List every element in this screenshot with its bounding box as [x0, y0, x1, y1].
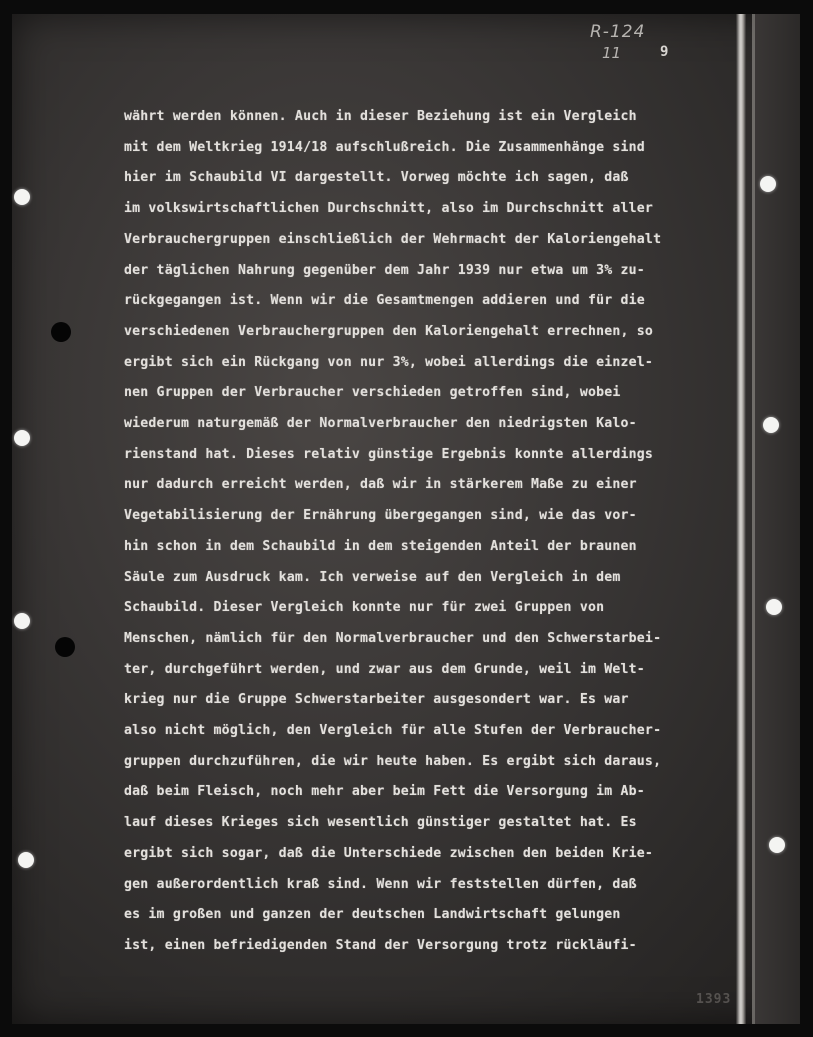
text-line: Vegetabilisierung der Ernährung übergegangen sind, wie das vor-	[124, 508, 637, 524]
text-line: hin schon in dem Schaubild in dem steigenden Anteil der braunen	[124, 538, 637, 554]
text-line: verschiedenen Verbrauchergruppen den Kaloriengehalt errechnen, so	[124, 323, 654, 339]
punch-hole-right-3	[766, 599, 782, 615]
text-line: gruppen durchzuführen, die wir heute haben. Es ergibt sich daraus,	[124, 753, 662, 769]
page-margin-band	[755, 14, 800, 1024]
text-line: daß beim Fleisch, noch mehr aber beim Fett die Versorgung im Ab-	[124, 784, 645, 800]
text-line: ter, durchgeführt werden, und zwar aus dem Grunde, weil im Welt-	[124, 661, 645, 677]
text-line: rückgegangen ist. Wenn wir die Gesamtmengen addieren und für die	[124, 293, 645, 309]
text-line: nur dadurch erreicht werden, daß wir in stärkerem Maße zu einer	[124, 477, 637, 493]
text-line: Säule zum Ausdruck kam. Ich verweise auf den Vergleich in dem	[124, 569, 621, 585]
text-line: rienstand hat. Dieses relativ günstige Ergebnis konnte allerdings	[124, 446, 654, 462]
punch-hole-right-1	[760, 176, 776, 192]
text-line: im volkswirtschaftlichen Durchschnitt, also im Durchschnitt aller	[124, 201, 654, 217]
punch-hole-left-3	[14, 613, 30, 629]
typewritten-body	[124, 102, 734, 962]
punch-hole-black-1	[51, 322, 71, 342]
text-line: krieg nur die Gruppe Schwerstarbeiter ausgesondert war. Es war	[124, 692, 629, 708]
text-line: lauf dieses Krieges sich wesentlich günstiger gestaltet hat. Es	[124, 815, 637, 831]
text-line: ergibt sich ein Rückgang von nur 3%, wobei allerdings die einzel-	[124, 354, 654, 370]
punch-hole-right-4	[769, 837, 785, 853]
page-edge-strip	[736, 14, 746, 1024]
page-edge-line	[752, 14, 755, 1024]
text-line: also nicht möglich, den Vergleich für alle Stufen der Verbraucher-	[124, 723, 662, 739]
text-line: hier im Schaubild VI dargestellt. Vorweg möchte ich sagen, daß	[124, 170, 629, 186]
text-line: Verbrauchergruppen einschließlich der Wehrmacht der Kaloriengehalt	[124, 231, 662, 247]
text-line: der täglichen Nahrung gegenüber dem Jahr 1939 nur etwa um 3% zu-	[124, 262, 645, 278]
handwritten-reference: R-124	[590, 22, 646, 42]
text-line: es im großen und ganzen der deutschen Landwirtschaft gelungen	[124, 907, 621, 923]
handwritten-sub-mark: 11	[602, 44, 622, 62]
punch-hole-black-2	[55, 637, 75, 657]
text-line: gen außerordentlich kraß sind. Wenn wir feststellen dürfen, daß	[124, 876, 637, 892]
text-line: Menschen, nämlich für den Normalverbraucher und den Schwerstarbei-	[124, 630, 662, 646]
page-number: 9	[660, 44, 669, 60]
archive-stamp-number: 1393	[696, 992, 732, 1007]
punch-hole-left-1	[14, 189, 30, 205]
text-line: nen Gruppen der Verbraucher verschieden getroffen sind, wobei	[124, 385, 621, 401]
text-line: wiederum naturgemäß der Normalverbraucher den niedrigsten Kalo-	[124, 416, 637, 432]
punch-hole-left-2	[14, 430, 30, 446]
punch-hole-right-2	[763, 417, 779, 433]
text-line: Schaubild. Dieser Vergleich konnte nur für zwei Gruppen von	[124, 600, 605, 616]
punch-hole-left-4	[18, 852, 34, 868]
document-page	[12, 14, 800, 1024]
text-line: mit dem Weltkrieg 1914/18 aufschlußreich. Die Zusammenhänge sind	[124, 139, 645, 155]
text-line: währt werden können. Auch in dieser Beziehung ist ein Vergleich	[124, 109, 637, 124]
text-line: ergibt sich sogar, daß die Unterschiede zwischen den beiden Krie-	[124, 845, 654, 861]
text-line: ist, einen befriedigenden Stand der Versorgung trotz rückläufi-	[124, 937, 637, 953]
